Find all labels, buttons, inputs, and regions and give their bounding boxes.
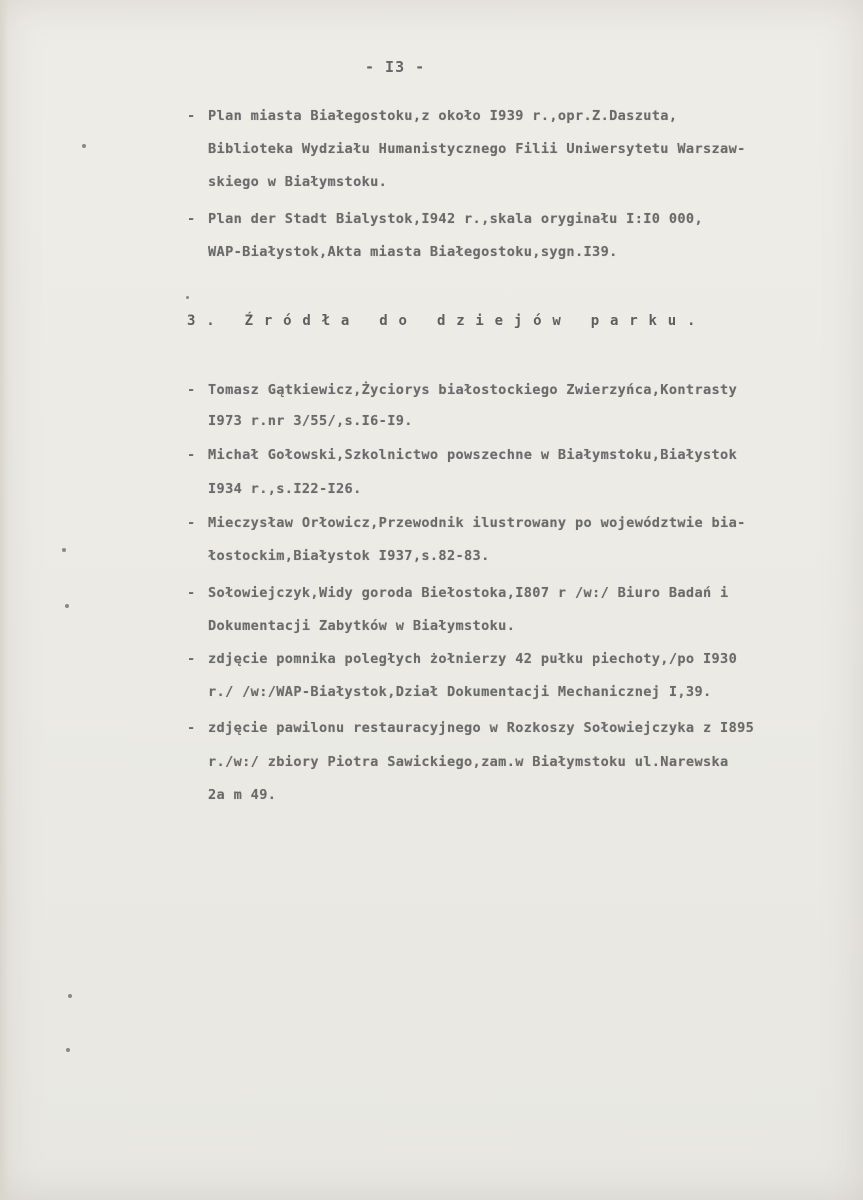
- entry-line: I973 r.nr 3/55/,s.I6-I9.: [208, 413, 413, 429]
- bullet-dash: -: [187, 447, 196, 463]
- paper-speck: [68, 994, 72, 998]
- entry-line: zdjęcie pawilonu restauracyjnego w Rozkoszy Sołowiejczyka z I895: [208, 720, 755, 736]
- paper-speck: [66, 1048, 70, 1052]
- entry-line: Michał Gołowski,Szkolnictwo powszechne w Białymstoku,Białystok: [208, 447, 738, 463]
- entry-line: Biblioteka Wydziału Humanistycznego Filii Uniwersytetu Warszaw-: [208, 141, 746, 157]
- entry-line: Tomasz Gątkiewicz,Życiorys białostockiego Zwierzyńca,Kontrasty: [208, 382, 738, 398]
- entry-line: I934 r.,s.I22-I26.: [208, 481, 362, 497]
- section-heading: 3. Źródła do dziejów parku.: [187, 313, 707, 329]
- entry-line: Plan der Stadt Bialystok,I942 r.,skala oryginału I:I0 000,: [208, 211, 703, 227]
- paper-speck: [82, 144, 86, 148]
- bullet-dash: -: [187, 515, 196, 531]
- paper-speck: [186, 296, 189, 299]
- entry-line: r./w:/ zbiory Piotra Sawickiego,zam.w Białymstoku ul.Narewska: [208, 754, 729, 770]
- entry-line: r./ /w:/WAP-Białystok,Dział Dokumentacji Mechanicznej I,39.: [208, 684, 712, 700]
- entry-line: Mieczysław Orłowicz,Przewodnik ilustrowany po województwie bia-: [208, 515, 746, 531]
- bullet-dash: -: [187, 382, 196, 398]
- entry-line: Plan miasta Białegostoku,z około I939 r.,opr.Z.Daszuta,: [208, 108, 678, 124]
- bullet-dash: -: [187, 720, 196, 736]
- entry-line: WAP-Białystok,Akta miasta Białegostoku,sygn.I39.: [208, 244, 618, 260]
- entry-line: Sołowiejczyk,Widy goroda Biełostoka,I807 r /w:/ Biuro Badań i: [208, 585, 729, 601]
- bullet-dash: -: [187, 108, 196, 124]
- bullet-dash: -: [187, 651, 196, 667]
- paper-speck: [65, 604, 69, 608]
- entry-line: łostockim,Białystok I937,s.82-83.: [208, 548, 490, 564]
- entry-line: skiego w Białymstoku.: [208, 174, 388, 190]
- page-number: - I3 -: [365, 58, 426, 76]
- bullet-dash: -: [187, 585, 196, 601]
- paper-speck: [62, 548, 66, 552]
- entry-line: Dokumentacji Zabytków w Białymstoku.: [208, 618, 516, 634]
- bullet-dash: -: [187, 211, 196, 227]
- entry-line: 2a m 49.: [208, 787, 277, 803]
- entry-line: zdjęcie pomnika poległych żołnierzy 42 pułku piechoty,/po I930: [208, 651, 738, 667]
- page-edge: [0, 0, 8, 1200]
